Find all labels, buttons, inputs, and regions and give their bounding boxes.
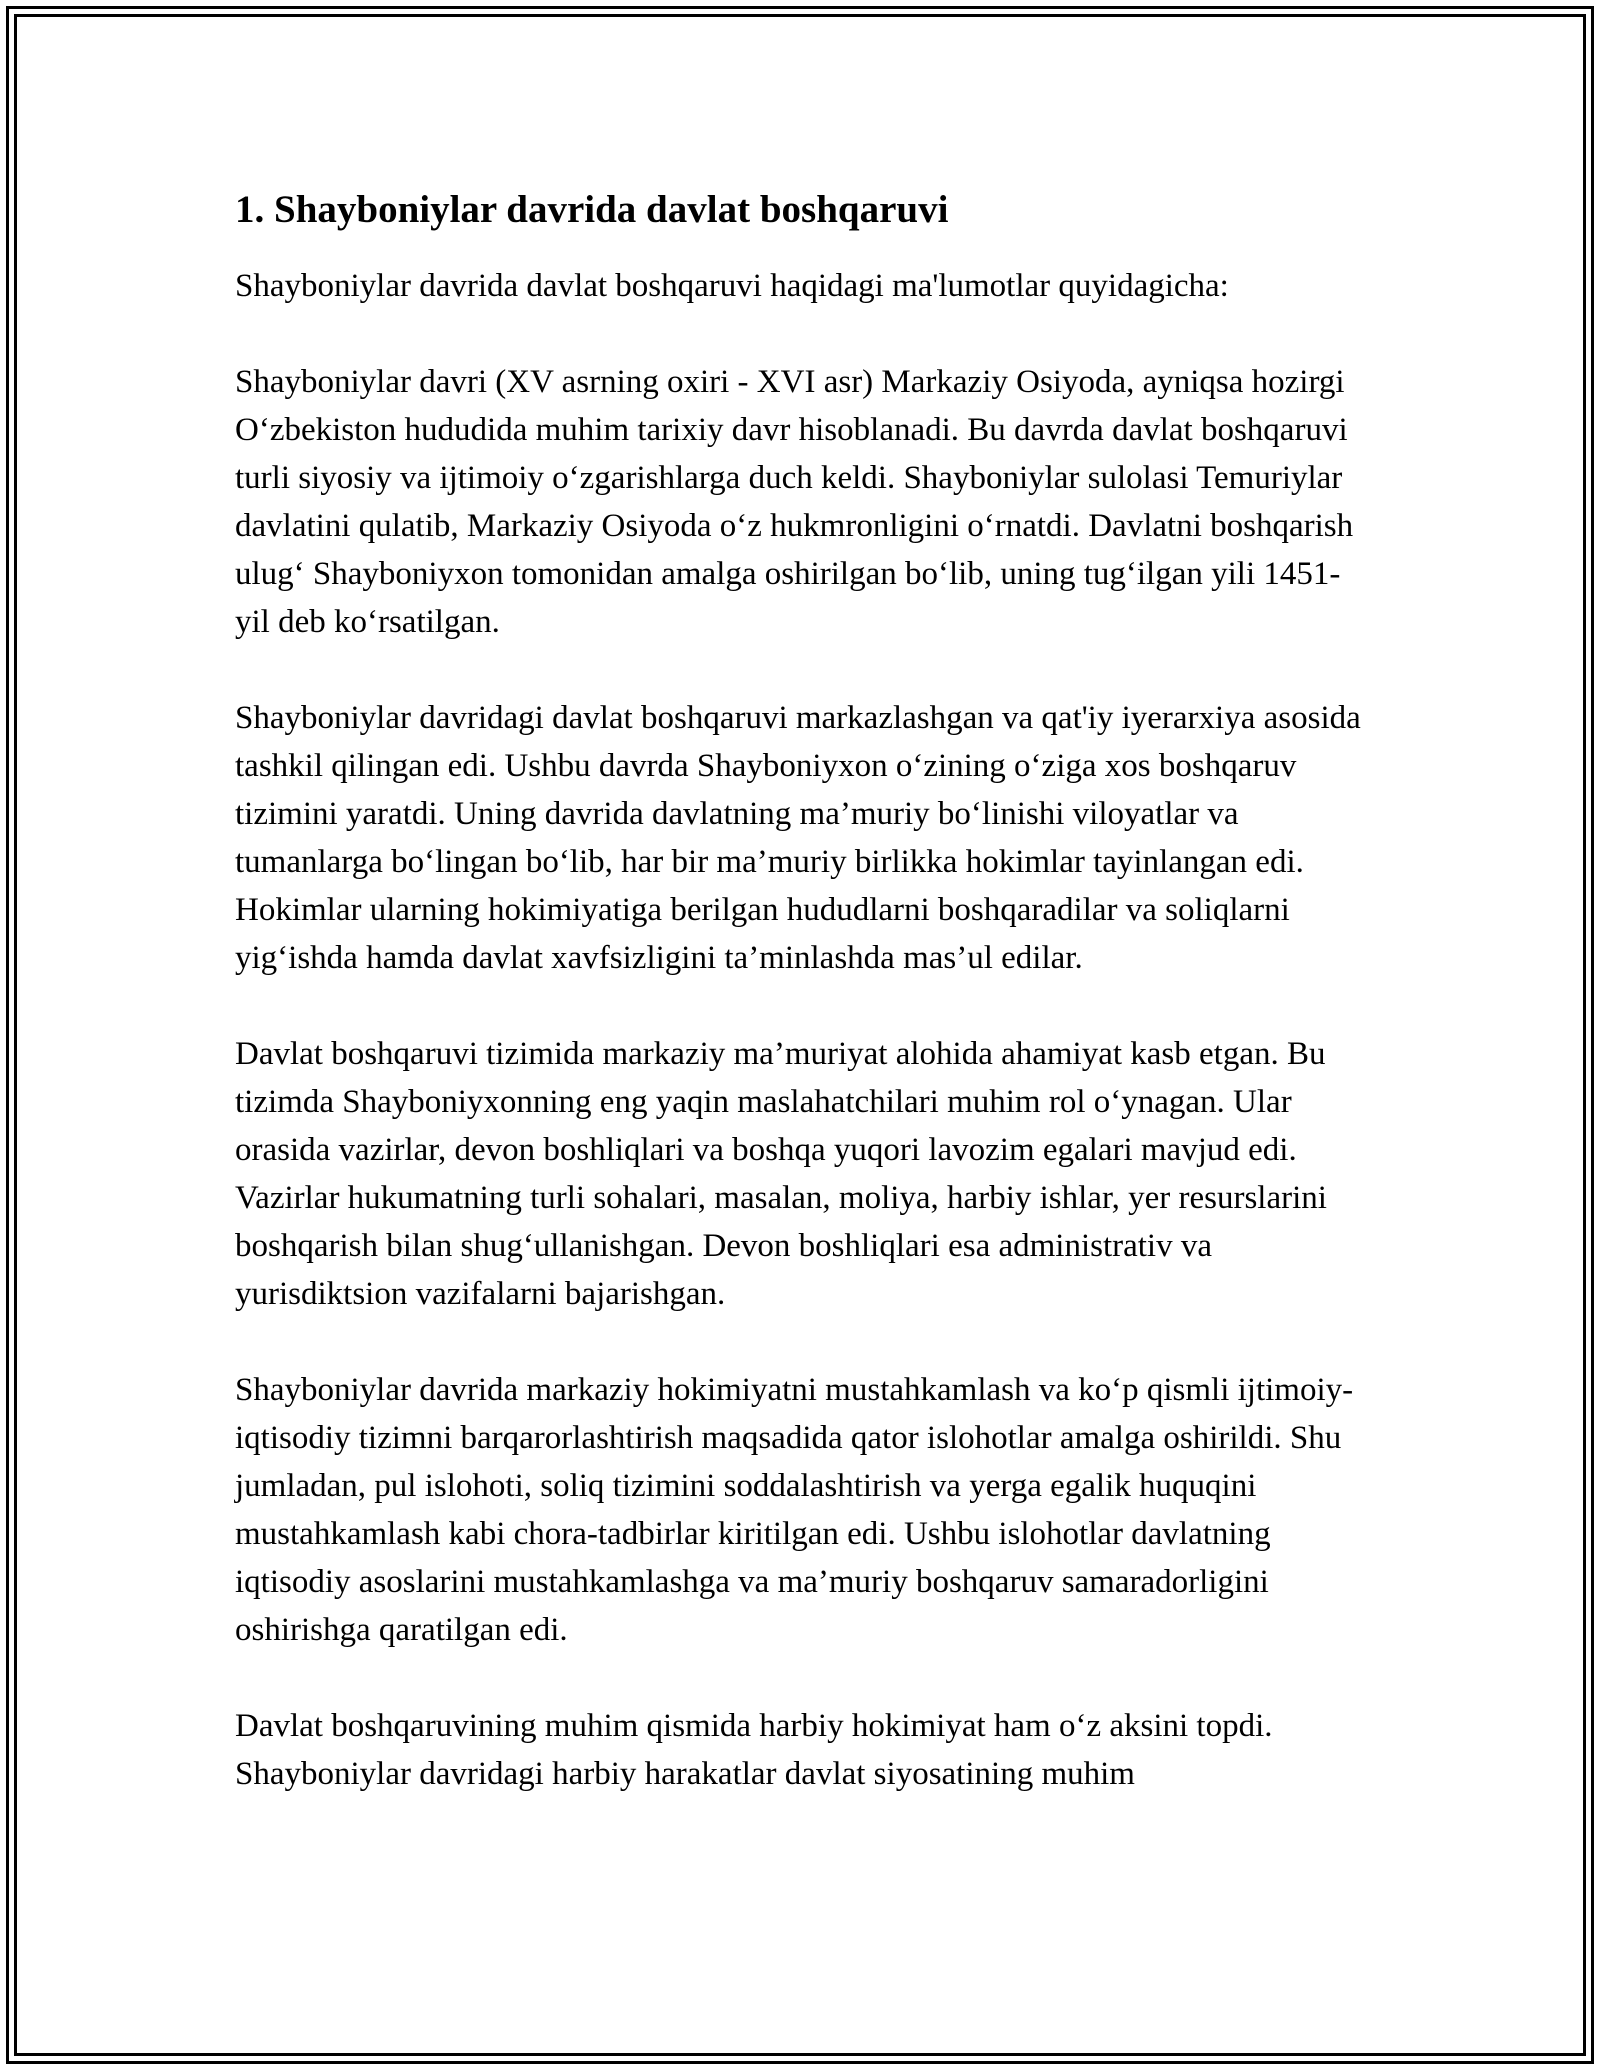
intro-paragraph: Shayboniylar davrida davlat boshqaruvi haqidagi ma'lumotlar quyidagicha: <box>235 268 1229 304</box>
paragraph-reforms: Shayboniylar davrida markaziy hokimiyatni mustahkamlash va ko‘p qismli ijtimoiy-iqtisodiy tizimni barqarorlashtirish maqsadida qator islohotlar amalga oshirildi. Shu jumladan, pul islohoti, soliq tizimini soddalashtirish va yerga egalik huquqini mustahkamlash kabi chora-tadbirlar kiritilgan edi. Ushbu islohotlar davlatning iqtisodiy asoslarini mustahkamlashga va ma’muriy boshqaruv samaradorligini oshirishga qaratilgan edi. <box>235 1372 1354 1648</box>
paragraph-central-administration: Davlat boshqaruvi tizimida markaziy ma’muriyat alohida ahamiyat kasb etgan. Bu tizimda Shayboniyxonning eng yaqin maslahatchilari muhim rol o‘ynagan. Ular orasida vazirlar, devon boshliqlari va boshqa yuqori lavozim egalari mavjud edi. Vazirlar hukumatning turli sohalari, masalan, moliya, harbiy ishlar, yer resurslarini boshqarish bilan shug‘ullanishgan. Devon boshliqlari esa administrativ va yurisdiktsion vazifalarni bajarishgan. <box>235 1036 1327 1312</box>
section-title: 1. Shayboniylar davrida davlat boshqaruvi <box>235 188 949 231</box>
document-body <box>235 186 1375 1798</box>
paragraph-period-overview: Shayboniylar davri (XV asrning oxiri - XVI asr) Markaziy Osiyoda, ayniqsa hozirgi O‘zbekiston hududida muhim tarixiy davr hisoblanadi. Bu davrda davlat boshqaruvi turli siyosiy va ijtimoiy o‘zgarishlarga duch keldi. Shayboniylar sulolasi Temuriylar davlatini qulatib, Markaziy Osiyoda o‘z hukmronligini o‘rnatdi. Davlatni boshqarish ulug‘ Shayboniyxon tomonidan amalga oshirilgan bo‘lib, uning tug‘ilgan yili 1451-yil deb ko‘rsatilgan. <box>235 364 1354 640</box>
paragraph-military-power: Davlat boshqaruvining muhim qismida harbiy hokimiyat ham o‘z aksini topdi. Shayboniylar davridagi harbiy harakatlar davlat siyosatining muhim <box>235 1708 1273 1792</box>
paragraph-administrative-structure: Shayboniylar davridagi davlat boshqaruvi markazlashgan va qat'iy iyerarxiya asosida tashkil qilingan edi. Ushbu davrda Shayboniyxon o‘zining o‘ziga xos boshqaruv tizimini yaratdi. Uning davrida davlatning ma’muriy bo‘linishi viloyatlar va tumanlarga bo‘lingan bo‘lib, har bir ma’muriy birlikka hokimlar tayinlangan edi. Hokimlar ularning hokimiyatiga berilgan hududlarni boshqaradilar va soliqlarni yig‘ishda hamda davlat xavfsizligini ta’minlashda mas’ul edilar. <box>235 700 1361 976</box>
